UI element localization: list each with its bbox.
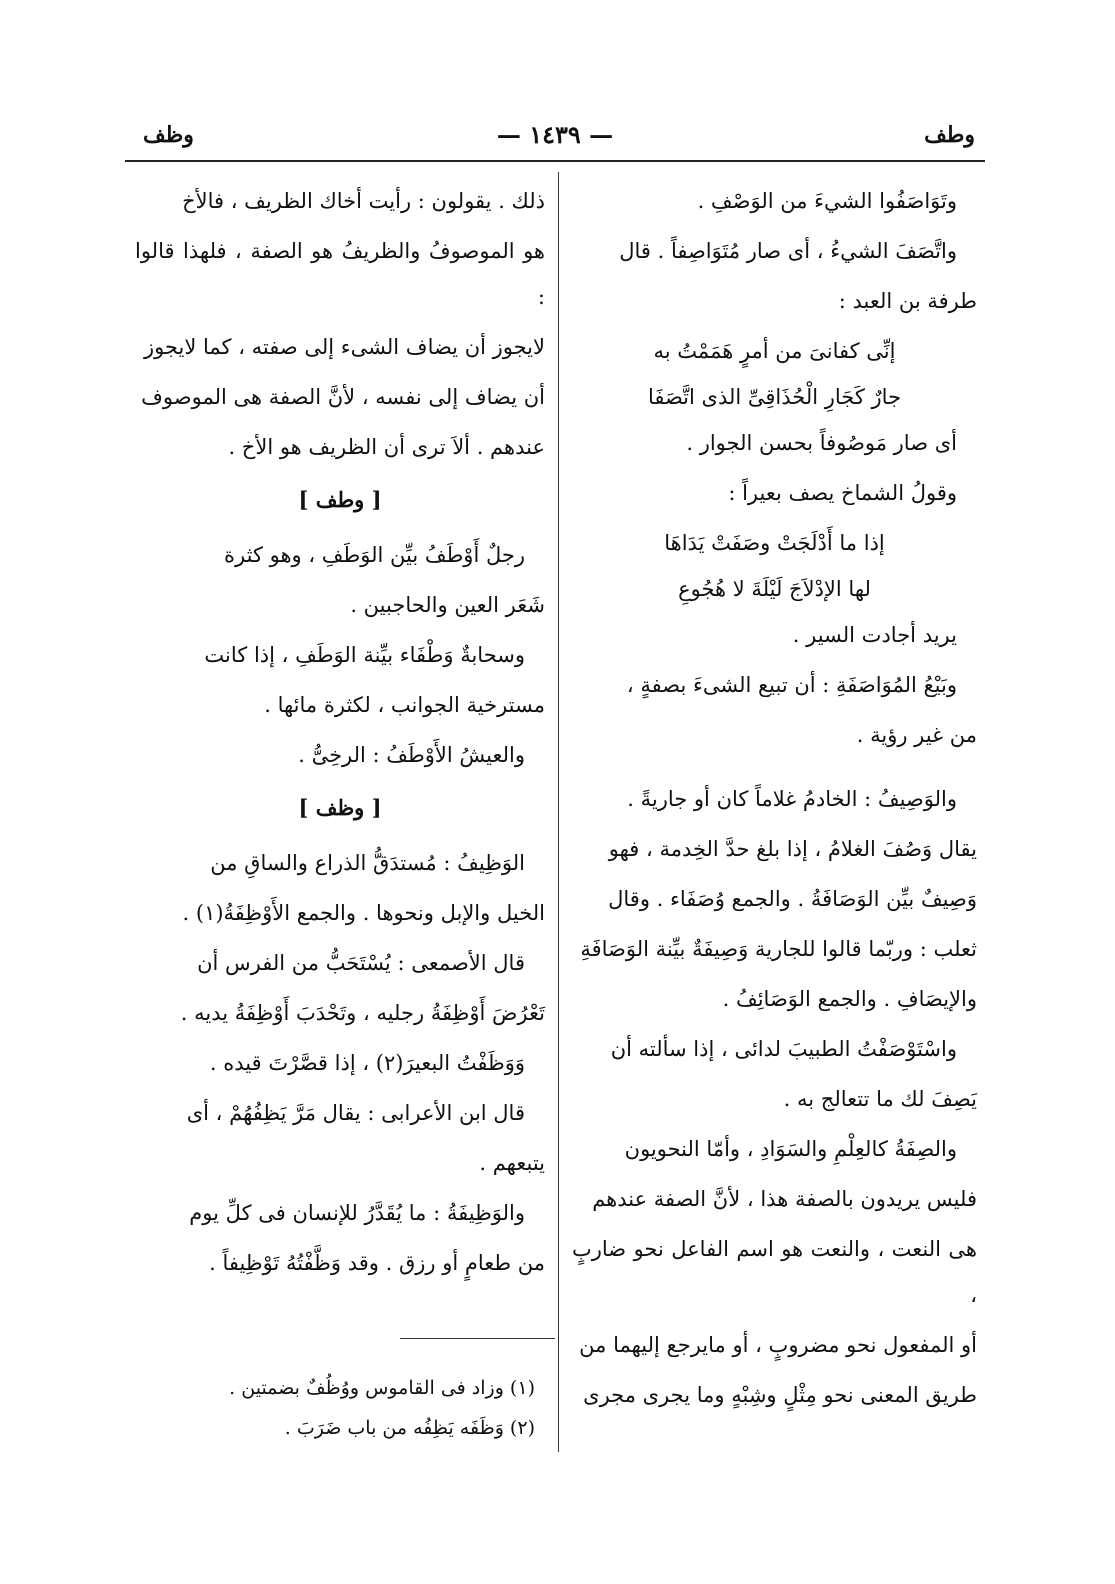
page-number: — ١٤٣٩ — — [496, 120, 614, 149]
text-line: واسْتَوْصَفْتُ الطبيبَ لدائى ، إذا سألته أن — [610, 1037, 957, 1061]
page-header — [125, 120, 985, 162]
text-line: مسترخية الجوانب ، لكثرة مائها . — [264, 693, 545, 717]
text-line: يقال وَصُفَ الغلامُ ، إذا بلغ حدَّ الخِدمة ، فهو — [608, 837, 977, 861]
column-divider — [558, 172, 559, 1452]
footnote: (٢) وَظَفَه يَظِفُه من باب ضَرَبَ . — [284, 1417, 535, 1439]
text-line: والوَظِيفَةُ : ما يُقَدَّرُ للإنسان فى كلِّ يوم — [189, 1201, 525, 1225]
text-line: تَعْرُضَ أَوْظِفَةُ رجليه ، وتَحْدَبَ أَوْظِفَةُ يديه . — [180, 1001, 545, 1025]
text-line: من طعامٍ أو رزق . وقد وَظَّفْتُهُ تَوْظِيفاً . — [209, 1251, 545, 1275]
verse-line: لها الإدْلاَجَ لَيْلَةَ لا هُجُوعِ — [678, 577, 871, 601]
footnotes — [135, 1368, 535, 1448]
footnote: (١) وزاد فى القاموس ووُظُفٌ بضمتين . — [229, 1377, 535, 1399]
text-line: الخيل والإبل ونحوها . والجمع الأَوْظِفَةُ(١) . — [182, 901, 545, 925]
verse-line: جارٌ كَجَارِ الْحُذَاقِىِّ الذى اتَّصَفَا — [647, 385, 902, 409]
text-line: فليس يريدون بالصفة هذا ، لأنَّ الصفة عندهم — [592, 1187, 977, 1211]
text-line: شَعَر العين والحاجبين . — [350, 593, 545, 617]
text-line: والوَصِيفُ : الخادمُ غلاماً كان أو جاريةً . — [627, 787, 957, 811]
text-line: والصِفَةُ كالعِلْمِ والسَوَادِ ، وأمّا النحويون — [624, 1137, 957, 1161]
text-line: قال ابن الأعرابى : يقال مَرَّ يَظِفُهُمْ ، أى — [186, 1101, 525, 1125]
text-line: يريد أجادت السير . — [792, 623, 957, 647]
text-line: طريق المعنى نحو مِثْلٍ وشِبْهٍ وما يجرى مجرى — [583, 1383, 977, 1407]
entry-heading: [ وظف ] — [298, 795, 382, 820]
text-line: أى صار مَوصُوفاً بحسن الجوار . — [686, 431, 957, 455]
text-line: أو المفعول نحو مضروبٍ ، أو مايرجع إليهما من — [579, 1333, 977, 1357]
running-head-left: وظف — [143, 122, 194, 148]
text-line: عندهم . ألاَ ترى أن الظريف هو الأخ . — [228, 435, 545, 459]
text-line: وقولُ الشماخ يصف بعيراً : — [728, 481, 957, 505]
text-line: واتَّصَفَ الشيءُ ، أى صار مُتَوَاصِفاً . قال — [619, 239, 957, 263]
text-line: وبَيْعُ المُوَاصَفَةِ : أن تبيع الشىءَ بصفةٍ ، — [626, 673, 957, 697]
text-line: الوَظِيفُ : مُستدَقُّ الذراع والساقِ من — [210, 851, 525, 875]
text-line: يَصِفَ لك ما تتعالج به . — [783, 1087, 977, 1111]
text-line: والإيصَافِ . والجمع الوَصَائِفُ . — [722, 987, 977, 1011]
text-line: ثعلب : وربّما قالوا للجارية وَصِيفَةٌ بيِّنة الوَصَافَةِ — [580, 937, 977, 961]
text-line: أن يضاف إلى نفسه ، لأنَّ الصفة هى الموصوف — [141, 385, 545, 409]
text-line: رجلٌ أَوْطَفُ بيِّن الوَطَفِ ، وهو كثرة — [224, 543, 525, 567]
text-line: هى النعت ، والنعت هو اسم الفاعل نحو ضاربٍ ، — [572, 1237, 977, 1307]
text-line: والعيشُ الأَوْطَفُ : الرخِىُّ . — [298, 743, 525, 767]
text-line: يتبعهم . — [479, 1151, 545, 1175]
text-line: وتَوَاصَفُوا الشيءَ من الوَصْفِ . — [697, 189, 957, 213]
footnote-rule — [400, 1338, 555, 1339]
text-line: وَصِيفٌ بيِّن الوَصَافَةُ . والجمع وُصَفَاء . وقال — [608, 887, 977, 911]
verse-line: إنِّى كفانىَ من أمرٍ هَمَمْتُ به — [653, 339, 896, 363]
text-line: لايجوز أن يضاف الشىء إلى صفته ، كما لايجوز — [143, 335, 545, 359]
left-column — [135, 178, 545, 1290]
text-line: ذلك . يقولون : رأيت أخاك الظريف ، فالأخ — [182, 189, 545, 213]
text-line: قال الأصمعى : يُسْتَحَبُّ من الفرس أن — [197, 951, 525, 975]
text-line: من غير رؤية . — [856, 723, 977, 747]
text-line: هو الموصوفُ والظريفُ هو الصفة ، فلهذا قالوا : — [135, 239, 545, 309]
verse-line: إذا ما أَدْلَجَتْ وصَفَتْ يَدَاهَا — [664, 531, 885, 555]
running-head-right: وطف — [924, 122, 975, 148]
text-line: طرفة بن العبد : — [838, 289, 977, 313]
entry-heading: [ وطف ] — [298, 487, 382, 512]
text-line: وَوَظَفْتُ البعيرَ(٢) ، إذا قصَّرْتَ قيده . — [209, 1051, 525, 1075]
right-column — [572, 178, 977, 1422]
text-line: وسحابةٌ وَطْفَاء بيِّنة الوَطَفِ ، إذا كانت — [204, 643, 525, 667]
